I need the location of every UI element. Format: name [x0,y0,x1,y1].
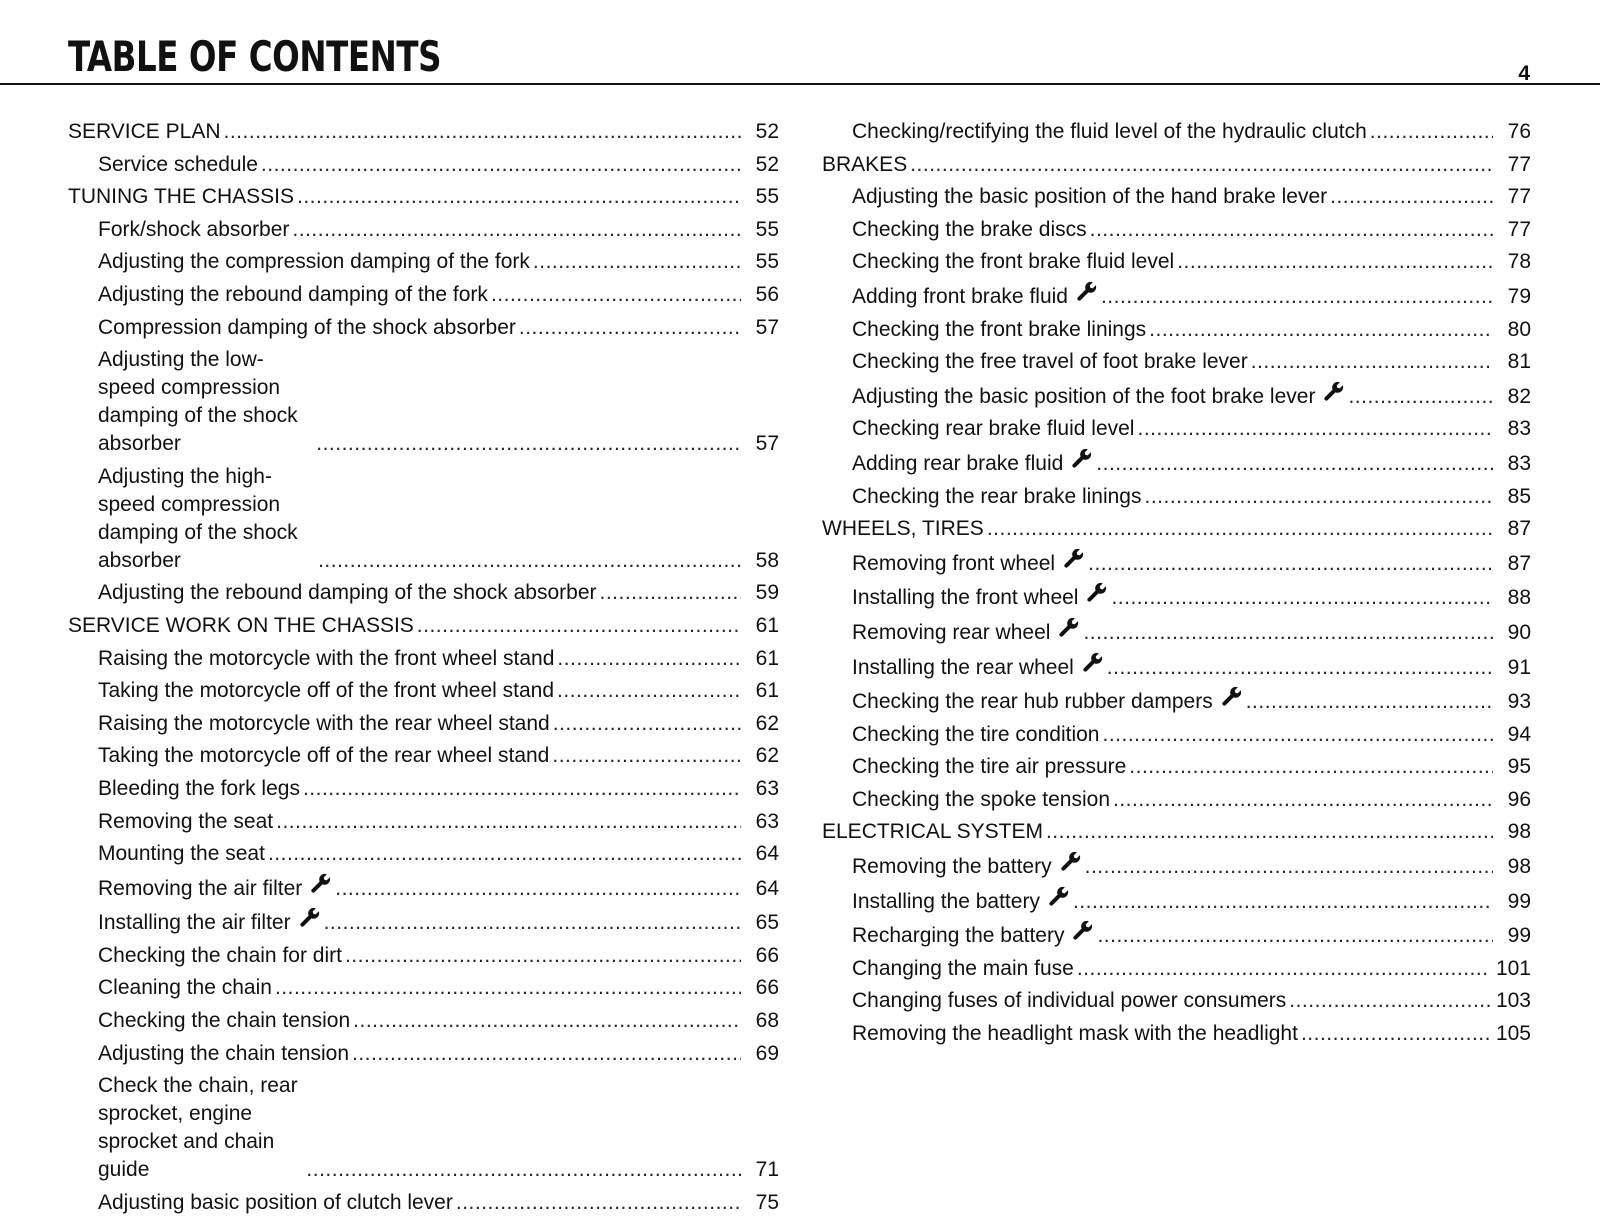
toc-entry-label: ELECTRICAL SYSTEM [822,820,1043,844]
toc-subsection-entry[interactable] [822,483,1531,511]
toc-entry-page: 77 [1507,217,1531,241]
toc-subsection-entry[interactable] [822,652,1531,682]
dot-leader [600,579,742,607]
dot-leader [275,974,741,1002]
toc-subsection-entry[interactable] [822,183,1531,211]
dot-leader [268,840,741,868]
toc-entry-label: Adjusting the high-speed compression damping of the shock absorber [98,464,298,572]
toc-entry-page: 85 [1507,484,1531,508]
toc-subsection-entry[interactable] [822,886,1531,916]
toc-entry-page: 71 [755,1158,779,1182]
dot-leader [306,1156,741,1184]
toc-entry-page: 57 [755,432,779,456]
toc-subsection-entry[interactable] [68,645,779,673]
toc-entry-page: 63 [755,776,779,800]
toc-section-entry[interactable] [822,818,1531,846]
toc-entry-page: 87 [1507,517,1531,541]
toc-entry-page: 94 [1507,722,1531,746]
wrench-icon [1071,448,1093,478]
toc-entry-page: 90 [1507,620,1531,644]
toc-entry-page: 69 [755,1041,779,1065]
toc-entry-page: 80 [1507,317,1531,341]
toc-entry-label: Installing the rear wheel [852,655,1074,679]
wrench-icon [310,873,332,903]
toc-entry-page: 95 [1507,755,1531,779]
toc-subsection-entry[interactable] [822,753,1531,781]
page-number: 4 [1518,62,1530,85]
toc-entry-label: SERVICE WORK ON THE CHASSIS [68,613,414,637]
dot-leader [353,1007,741,1035]
toc-section-entry[interactable] [68,118,779,146]
dot-leader [345,942,741,970]
page-title: TABLE OF CONTENTS [68,32,442,81]
toc-subsection-entry[interactable] [822,987,1531,1015]
wrench-icon [1063,548,1085,578]
dot-leader [1246,688,1493,716]
toc-subsection-entry[interactable] [822,786,1531,814]
toc-entry-page: 61 [755,646,779,670]
toc-entry-page: 65 [755,911,779,935]
toc-subsection-entry[interactable] [68,151,779,179]
toc-entry-label: Mounting the seat [98,842,265,866]
toc-entry-label: Taking the motorcycle off of the front wheel stand [98,679,555,703]
toc-entry-label: Raising the motorcycle with the front wheel stand [98,646,555,670]
toc-entry-label: Checking the chain for dirt [98,943,342,967]
toc-entry-page: 55 [755,185,779,209]
dot-leader [1145,483,1494,511]
dot-leader [1149,316,1493,344]
toc-entry-label: Checking the tire condition [852,722,1100,746]
toc-left-column [68,118,779,1221]
toc-entry-page: 63 [755,809,779,833]
dot-leader [1077,955,1490,983]
toc-entry-label: Adding rear brake fluid [852,451,1064,475]
dot-leader [1111,584,1493,612]
toc-entry-label: Removing the battery [852,855,1052,879]
toc-section-entry[interactable] [68,183,779,211]
toc-entry-page: 56 [755,282,779,306]
toc-entry-page: 61 [755,613,779,637]
toc-entry-label: Removing rear wheel [852,620,1051,644]
dot-leader [1102,721,1493,749]
toc-entry-page: 96 [1507,787,1531,811]
toc-entry-page: 99 [1507,924,1531,948]
toc-entry-label: Checking the tire air pressure [852,755,1127,779]
toc-entry-label: Adjusting the basic position of the hand brake lever [852,185,1328,209]
toc-entry-page: 82 [1507,384,1531,408]
toc-entry-page: 66 [755,976,779,1000]
wrench-icon [1082,652,1104,682]
toc-entry-page: 99 [1507,889,1531,913]
dot-leader [224,118,741,146]
toc-subsection-entry[interactable] [822,381,1531,411]
wrench-icon [1060,851,1082,881]
dot-leader [456,1189,741,1217]
toc-entry-page: 62 [755,711,779,735]
dot-leader [1289,987,1490,1015]
toc-entry-label: TUNING THE CHASSIS [68,185,294,209]
toc-entry-label: Checking/rectifying the fluid level of the hydraulic clutch [852,120,1367,143]
toc-entry-page: 87 [1507,551,1531,575]
dot-leader [1046,818,1493,846]
wrench-icon [1048,886,1070,916]
toc-entry-page: 98 [1507,855,1531,879]
toc-entry-page: 77 [1507,185,1531,209]
toc-entry-label: Changing the main fuse [852,956,1074,980]
toc-entry-page: 61 [755,679,779,703]
dot-leader [1101,283,1493,311]
dot-leader [417,612,741,640]
toc-subsection-entry[interactable] [68,942,779,970]
toc-subsection-entry[interactable] [822,851,1531,881]
dot-leader [1129,753,1493,781]
toc-entry-page: 81 [1507,350,1531,374]
dot-leader [1177,248,1493,276]
dot-leader [292,216,741,244]
toc-entry-page: 88 [1507,586,1531,610]
dot-leader [1251,348,1493,376]
toc-entry-page: 77 [1507,152,1531,176]
toc-entry-label: SERVICE PLAN [68,120,221,143]
toc-entry-page: 93 [1507,690,1531,714]
dot-leader [297,183,741,211]
toc-subsection-entry[interactable] [822,686,1531,716]
dot-leader [1330,183,1493,211]
toc-entry-label: Checking rear brake fluid level [852,417,1135,441]
dot-leader [1107,654,1493,682]
toc-subsection-entry[interactable] [822,448,1531,478]
toc-subsection-entry[interactable] [68,463,779,575]
dot-leader [1137,415,1493,443]
toc-subsection-entry[interactable] [68,710,779,738]
toc-entry-label: Removing front wheel [852,551,1056,575]
toc-entry-page: 62 [755,744,779,768]
toc-entry-label: Checking the brake discs [852,217,1087,241]
toc-entry-label: Checking the rear brake linings [852,484,1142,508]
toc-entry-label: Adjusting the basic position of the foot brake lever [852,384,1316,408]
dot-leader [1083,619,1493,647]
wrench-icon [1221,686,1243,716]
toc-entry-label: Checking the front brake linings [852,317,1147,341]
toc-subsection-entry[interactable] [68,1007,779,1035]
toc-subsection-entry[interactable] [68,808,779,836]
dot-leader [1088,550,1493,578]
toc-entry-page: 64 [755,876,779,900]
toc-entry-label: Check the chain, rear sprocket, engine sprocket and chain guide [98,1074,298,1182]
toc-subsection-entry[interactable] [68,248,779,276]
toc-subsection-entry[interactable] [68,1189,779,1217]
toc-subsection-entry[interactable] [822,348,1531,376]
toc-entry-label: Compression damping of the shock absorber [98,315,516,339]
wrench-icon [1086,582,1108,612]
wrench-icon [1323,381,1345,411]
dot-leader [533,248,741,276]
toc-entry-page: 79 [1507,284,1531,308]
toc-entry-page: 59 [755,581,779,605]
toc-entry-page: 78 [1507,250,1531,274]
toc-entry-label: Installing the air filter [98,911,291,935]
toc-subsection-entry[interactable] [68,840,779,868]
toc-entry-page: 52 [755,152,779,176]
dot-leader [335,875,741,903]
toc-entry-label: BRAKES [822,152,908,176]
toc-right-column [822,118,1531,1053]
toc-subsection-entry[interactable] [822,920,1531,950]
toc-entry-page: 105 [1495,1022,1531,1046]
wrench-icon [299,907,321,937]
dot-leader [318,547,741,575]
toc-entry-label: Changing fuses of individual power consumers [852,989,1287,1013]
toc-entry-page: 68 [755,1009,779,1033]
toc-entry-label: Checking the front brake fluid level [852,250,1175,274]
toc-subsection-entry[interactable] [68,216,779,244]
dot-leader [1085,853,1493,881]
toc-entry-label: Installing the front wheel [852,586,1079,610]
dot-leader [987,515,1493,543]
toc-entry-label: Service schedule [98,152,258,176]
toc-entry-label: Checking the spoke tension [852,787,1110,811]
toc-entry-label: Adjusting basic position of clutch lever [98,1190,453,1214]
dot-leader [1096,450,1493,478]
toc-entry-label: Adjusting the compression damping of the fork [98,250,530,274]
toc-entry-page: 58 [755,548,779,572]
dot-leader [519,314,741,342]
toc-subsection-entry[interactable] [822,1020,1531,1048]
dot-leader [1090,216,1493,244]
toc-subsection-entry[interactable] [822,118,1531,146]
toc-entry-page: 57 [755,315,779,339]
toc-subsection-entry[interactable] [68,281,779,309]
dot-leader [557,645,741,673]
toc-entry-label: Cleaning the chain [98,976,272,1000]
toc-subsection-entry[interactable] [68,579,779,607]
toc-entry-label: Recharging the battery [852,924,1065,948]
toc-subsection-entry[interactable] [68,314,779,342]
toc-entry-page: 91 [1507,655,1531,679]
toc-entry-page: 83 [1507,417,1531,441]
toc-section-entry[interactable] [822,515,1531,543]
toc-subsection-entry[interactable] [822,955,1531,983]
dot-leader [553,710,741,738]
toc-entry-label: Removing the headlight mask with the headlight [852,1022,1298,1046]
toc-entry-page: 55 [755,217,779,241]
toc-subsection-entry[interactable] [822,415,1531,443]
toc-entry-page: 98 [1507,820,1531,844]
dot-leader [552,742,741,770]
dot-leader [276,808,741,836]
dot-leader [910,151,1493,179]
toc-subsection-entry[interactable] [68,974,779,1002]
wrench-icon [1058,617,1080,647]
dot-leader [261,151,741,179]
dot-leader [1348,383,1493,411]
toc-subsection-entry[interactable] [822,721,1531,749]
toc-subsection-entry[interactable] [68,907,779,937]
toc-subsection-entry[interactable] [68,742,779,770]
toc-subsection-entry[interactable] [68,775,779,803]
toc-subsection-entry[interactable] [68,873,779,903]
toc-subsection-entry[interactable] [68,346,779,458]
toc-entry-page: 75 [755,1190,779,1214]
toc-entry-label: Removing the air filter [98,876,303,900]
toc-entry-page: 52 [755,120,779,143]
toc-entry-label: Bleeding the fork legs [98,776,300,800]
toc-entry-label: Raising the motorcycle with the rear wheel stand [98,711,550,735]
toc-entry-page: 66 [755,943,779,967]
dot-leader [1301,1020,1490,1048]
dot-leader [352,1040,741,1068]
toc-entry-label: Adjusting the chain tension [98,1041,350,1065]
dot-leader [303,775,741,803]
toc-entry-page: 64 [755,842,779,866]
wrench-icon [1072,920,1094,950]
dot-leader [324,909,741,937]
dot-leader [1097,922,1493,950]
wrench-icon [1076,281,1098,311]
toc-section-entry[interactable] [68,612,779,640]
dot-leader [491,281,741,309]
toc-entry-label: Adding front brake fluid [852,284,1068,308]
toc-entry-label: Removing the seat [98,809,274,833]
toc-entry-label: Adjusting the rebound damping of the fork [98,282,488,306]
toc-subsection-entry[interactable] [68,1072,779,1184]
toc-entry-label: Fork/shock absorber [98,217,290,241]
toc-entry-label: Taking the motorcycle off of the rear wheel stand [98,744,550,768]
toc-entry-label: Adjusting the rebound damping of the shock absorber [98,581,597,605]
toc-entry-label: Checking the rear hub rubber dampers [852,690,1213,714]
toc-subsection-entry[interactable] [822,248,1531,276]
toc-subsection-entry[interactable] [822,548,1531,578]
toc-entry-page: 103 [1495,989,1531,1013]
toc-subsection-entry[interactable] [822,617,1531,647]
toc-section-entry[interactable] [822,151,1531,179]
toc-entry-page: 83 [1507,451,1531,475]
title-rule [0,83,1600,85]
toc-entry-label: Checking the free travel of foot brake lever [852,350,1248,374]
dot-leader [1113,786,1493,814]
dot-leader [316,430,741,458]
toc-subsection-entry[interactable] [68,1040,779,1068]
toc-entry-label: Checking the chain tension [98,1009,351,1033]
toc-entry-page: 101 [1495,956,1531,980]
dot-leader [1073,888,1493,916]
toc-subsection-entry[interactable] [68,677,779,705]
toc-entry-label: Adjusting the low-speed compression damping of the shock absorber [98,348,298,456]
toc-entry-label: WHEELS, TIRES [822,517,984,541]
toc-entry-label: Installing the battery [852,889,1040,913]
toc-subsection-entry[interactable] [822,582,1531,612]
dot-leader [1370,118,1493,146]
toc-subsection-entry[interactable] [822,281,1531,311]
toc-subsection-entry[interactable] [822,316,1531,344]
toc-entry-page: 55 [755,250,779,274]
dot-leader [557,677,741,705]
toc-entry-page: 76 [1507,120,1531,143]
toc-subsection-entry[interactable] [822,216,1531,244]
